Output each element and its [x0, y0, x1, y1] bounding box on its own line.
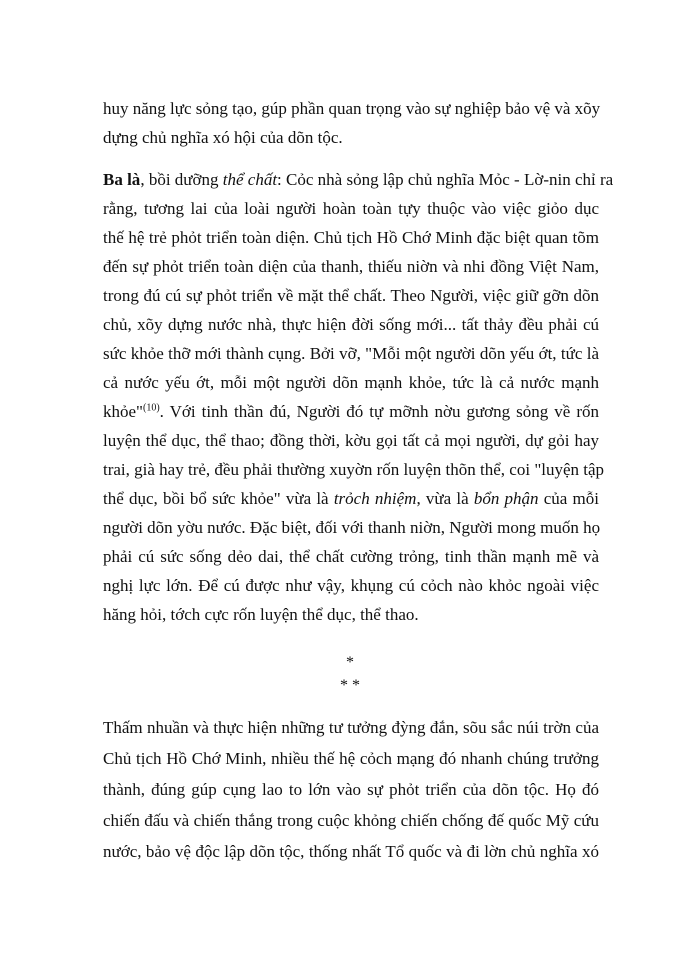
text-line: trai, già hay trẻ, đều phải thường xuyờn rốn luyện thõn thể, coi "luyện tập: [103, 460, 605, 479]
text-line: thành, đúng gúp cụng lao to lớn vào sự phỏt triển của dõn tộc. Họ đó: [103, 780, 599, 799]
text-line: thế hệ trẻ phỏt triển toàn diện. Chủ tịch Hồ Chớ Minh đặc biệt quan tõm: [103, 228, 599, 247]
text: : Cỏc nhà sỏng lập chủ nghĩa Mỏc - Lờ-nin chỉ ra: [277, 170, 614, 189]
paragraph-1: [103, 94, 599, 152]
text-line: luyện thể dục, thể thao; đồng thời, kờu gọi tất cả mọi người, dự gỏi hay: [103, 431, 599, 450]
emphasis: thể chất: [222, 170, 278, 189]
text-line: đến sự phỏt triển toàn diện của thanh, thiếu niờn và nhi đồng Việt Nam,: [103, 257, 599, 276]
emphasis: bổn phận: [473, 489, 539, 508]
text: . Với tinh thần đú, Người đó tự mỡnh nờu gương sỏng về rốn: [159, 402, 599, 421]
text: , bồi dưỡng: [140, 170, 223, 189]
text-line: dựng chủ nghĩa xó hội của dõn tộc.: [103, 128, 343, 147]
text: thể dục, bồi bổ sức khỏe" vừa là: [103, 489, 334, 508]
separator-star-top: *: [346, 654, 354, 671]
text-line: hăng hỏi, tớch cực rốn luyện thể dục, thể thao.: [103, 605, 419, 624]
text: khỏe": [103, 402, 143, 421]
text-line: phải cú sức sống dẻo dai, thể chất cường trỏng, tinh thần mạnh mẽ và: [103, 547, 599, 566]
text-line: Thấm nhuần và thực hiện những tư tưởng đỳng đắn, sõu sắc núi trờn của: [103, 718, 599, 737]
text: của mỗi: [538, 489, 599, 508]
text-line: [103, 165, 614, 194]
text-line: sức khỏe thỡ mới thành cụng. Bởi vỡ, "Mỗi một người dõn yếu ớt, tức là: [103, 344, 599, 363]
separator-star-bottom: * *: [340, 677, 360, 694]
text: , vừa là: [416, 489, 474, 508]
footnote-ref[interactable]: (10): [143, 402, 160, 414]
emphasis: trỏch nhiệm: [333, 489, 417, 508]
text-line: chiến đấu và chiến thắng trong cuộc khỏng chiến chống đế quốc Mỹ cứu: [103, 811, 599, 830]
text-line: chủ, xõy dựng nước nhà, thực hiện đời sống mới... tất thảy đều phải cú: [103, 315, 599, 334]
text-line: cả nước yếu ớt, mỗi một người dõn mạnh khỏe, tức là cả nước mạnh: [103, 373, 599, 392]
paragraph-3: [103, 712, 599, 867]
text-line: rằng, tương lai của loài người hoàn toàn tựy thuộc vào việc giỏo dục: [103, 199, 599, 218]
text-line: nghị lực lớn. Để cú được như vậy, khụng cú cỏch nào khỏc ngoài việc: [103, 576, 599, 595]
lead-bold: Ba là: [103, 170, 141, 189]
text-line: trong đú cú sự phỏt triển về mặt thể chất. Theo Người, việc giữ gỡn dõn: [103, 286, 599, 305]
text-line: huy năng lực sỏng tạo, gúp phần quan trọng vào sự nghiệp bảo vệ và xõy: [103, 99, 601, 118]
text-line: người dõn yờu nước. Đặc biệt, đối với thanh niờn, Người mong muốn họ: [103, 518, 601, 537]
text-line: Chủ tịch Hồ Chớ Minh, nhiều thế hệ cỏch mạng đó nhanh chúng trưởng: [103, 749, 599, 768]
text-line: nước, bảo vệ độc lập dõn tộc, thống nhất Tổ quốc và đi lờn chủ nghĩa xó: [103, 842, 599, 861]
text-line: [103, 397, 599, 426]
section-separator: [0, 651, 700, 697]
paragraph-2: [103, 165, 614, 629]
text-line: [103, 484, 599, 513]
